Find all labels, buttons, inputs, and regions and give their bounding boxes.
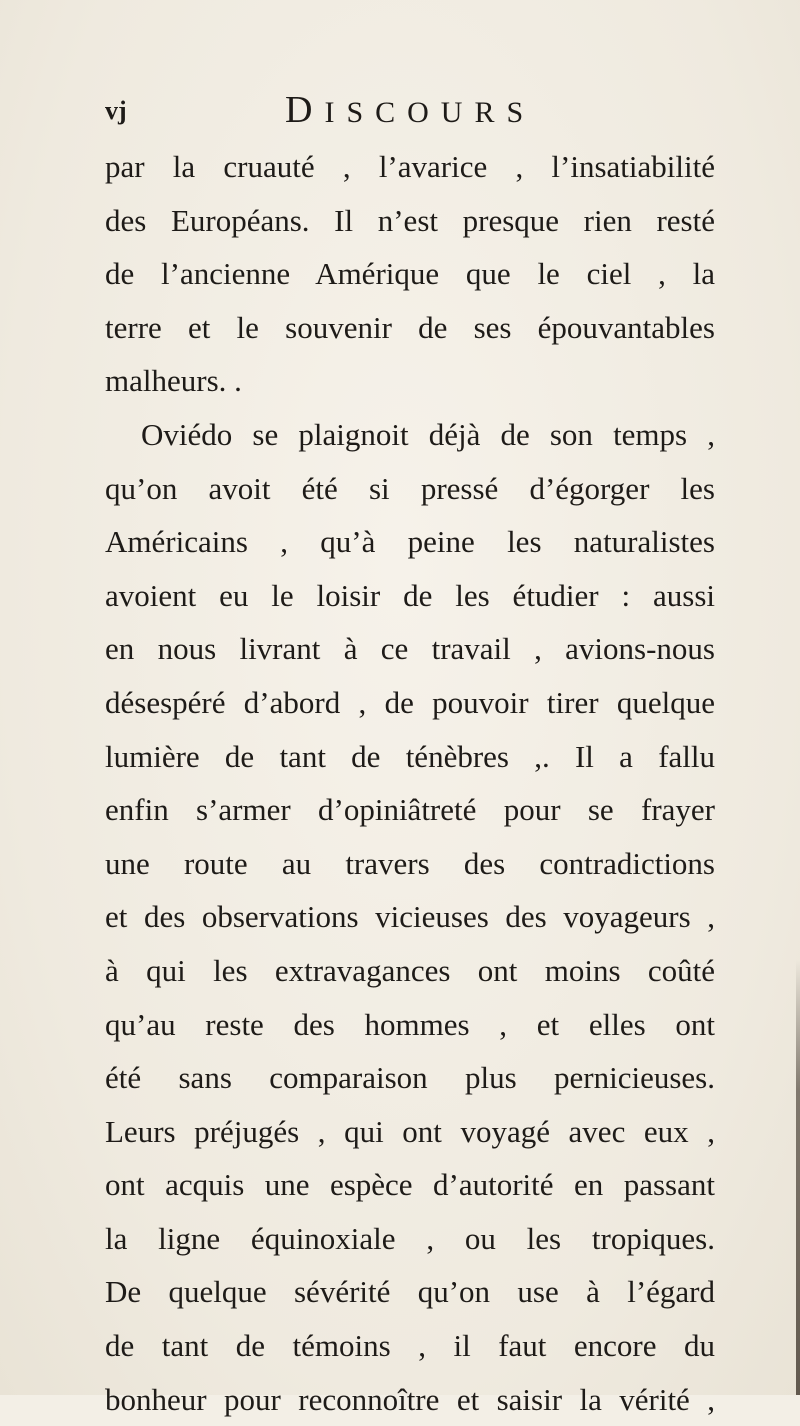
- text-line: ont acquis une espèce d’autorité en passant: [105, 1167, 715, 1203]
- text-line: Leurs préjugés , qui ont voyagé avec eux ,: [105, 1113, 715, 1149]
- text-line: Américains , qu’à peine les naturalistes: [105, 524, 715, 560]
- text-line: de tant de témoins , il faut encore du: [105, 1328, 715, 1364]
- text-line: Oviédo se plaignoit déjà de son temps ,: [141, 416, 715, 452]
- text-line: De quelque sévérité qu’on use à l’égard: [105, 1274, 715, 1310]
- text-line: qu’on avoit été si pressé d’égorger les: [105, 470, 715, 506]
- text-line: de l’ancienne Amérique que le ciel , la: [105, 256, 715, 292]
- text-line: enfin s’armer d’opiniâtreté pour se frayer: [105, 792, 715, 828]
- running-title-initial: D: [285, 89, 325, 131]
- text-line: été sans comparaison plus pernicieuses.: [105, 1060, 715, 1096]
- text-line: en nous livrant à ce travail , avions-nous: [105, 631, 715, 667]
- text-line: et des observations vicieuses des voyageurs ,: [105, 899, 715, 935]
- text-line: une route au travers des contradictions: [105, 845, 715, 881]
- body-text: [105, 140, 715, 1426]
- page-header: [105, 88, 665, 138]
- text-line: terre et le souvenir de ses épouvantables: [105, 309, 715, 345]
- text-line: qu’au reste des hommes , et elles ont: [105, 1006, 715, 1042]
- text-line: bonheur pour reconnoître et saisir la vérité ,: [105, 1381, 715, 1417]
- text-line: la ligne équinoxiale , ou les tropiques.: [105, 1220, 715, 1256]
- running-title: [285, 88, 535, 132]
- text-line: par la cruauté , l’avarice , l’insatiabilité: [105, 149, 715, 184]
- text-line: des Européans. Il n’est presque rien resté: [105, 202, 715, 238]
- running-title-rest: ISCOURS: [324, 96, 536, 129]
- text-line: désespéré d’abord , de pouvoir tirer quelque: [105, 684, 715, 720]
- text-line: avoient eu le loisir de les étudier : aussi: [105, 577, 715, 613]
- text-line: à qui les extravagances ont moins coûté: [105, 952, 715, 988]
- page-number: vj: [105, 96, 127, 125]
- page-edge-shadow: [796, 960, 800, 1395]
- text-line: malheurs. .: [105, 363, 242, 399]
- text-line: lumière de tant de ténèbres ,. Il a fallu: [105, 738, 715, 774]
